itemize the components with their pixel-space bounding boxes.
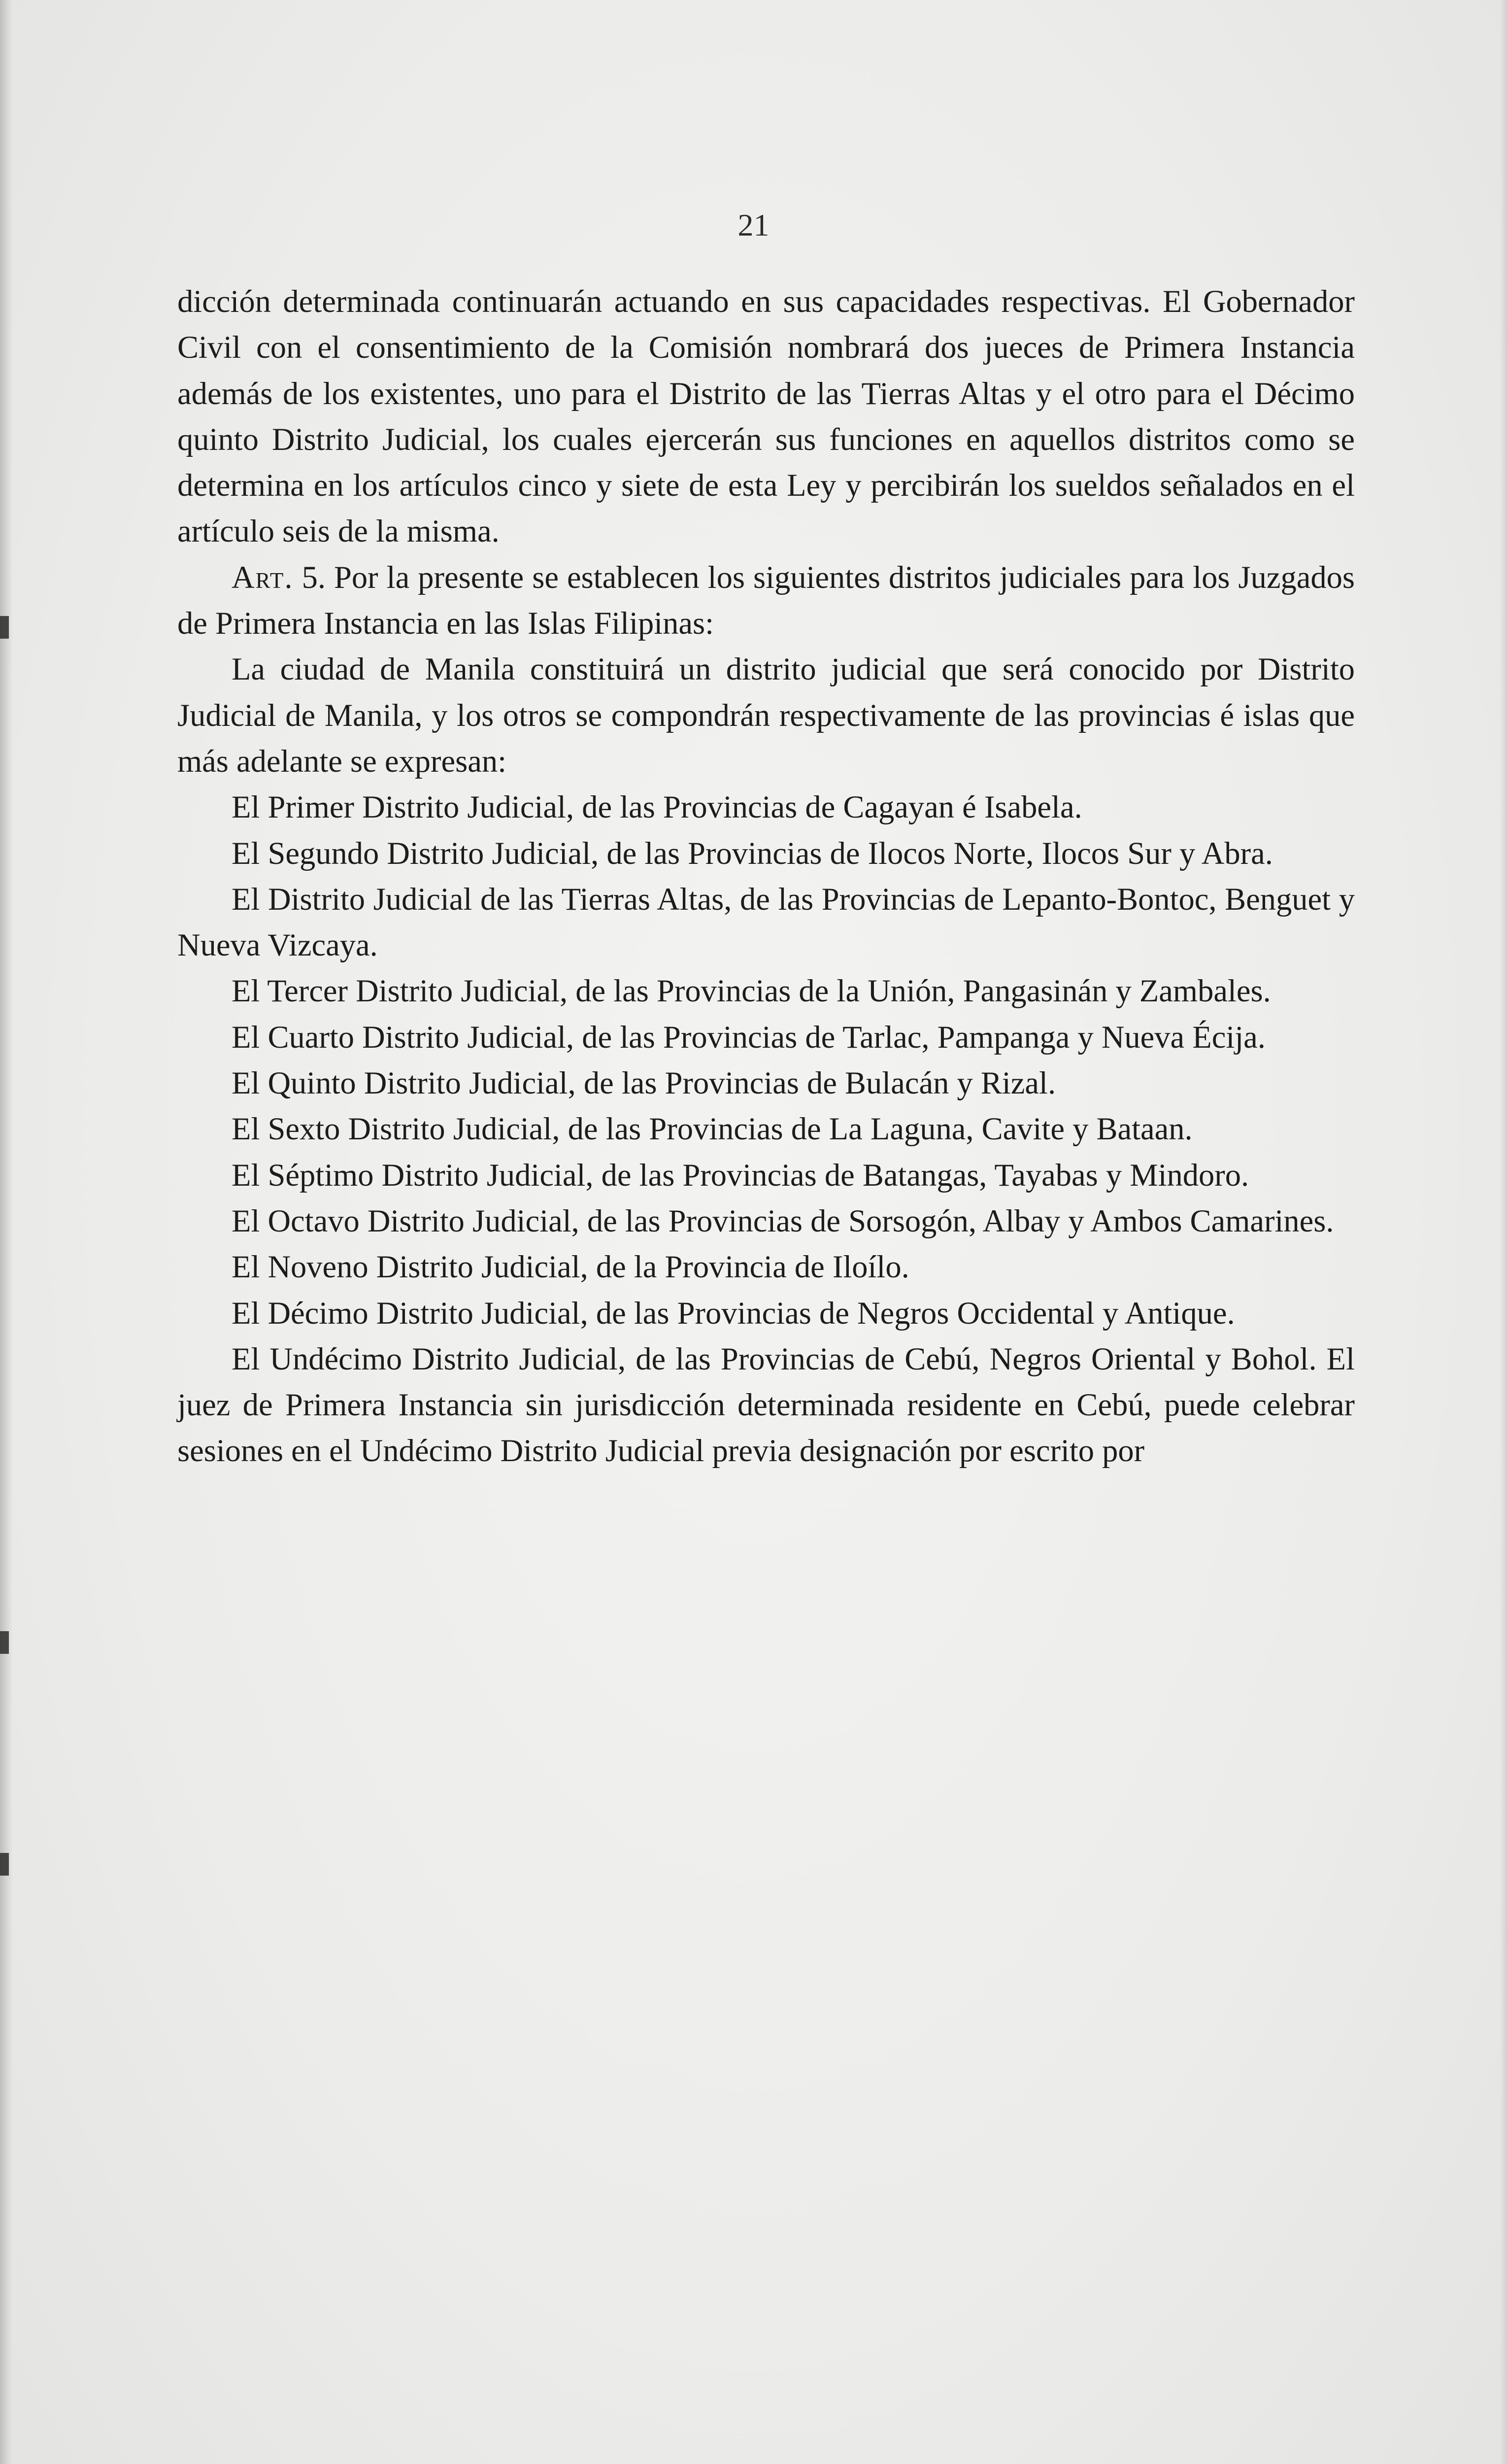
paragraph-article-5 [177,554,1355,647]
page-left-edge-shadow [0,0,13,2464]
scan-margin-mark [0,616,9,639]
paragraph-continuation: dicción determinada continuarán actuando en sus capacidades respectivas. El Gobernador Civil con el consentimiento de la Comisión nombrará dos jueces de Primera Instancia además de los existentes, uno para el Distrito de las Tierras Altas y el otro para el Décimo quinto Distrito Judicial, los cuales ejercerán sus funciones en aquellos distritos como se determina en los artículos cinco y siete de esta Ley y percibirán los sueldos señalados en el artículo seis de la misma. [177,284,1355,549]
paragraph-district-1: El Primer Distrito Judicial, de las Provincias de Cagayan é Isabela. [232,789,1082,825]
paragraph-district-5: El Quinto Distrito Judicial, de las Provincias de Bulacán y Rizal. [232,1065,1056,1101]
page-right-edge-shadow [1500,0,1507,2464]
paragraph-district-7: El Séptimo Distrito Judicial, de las Provincias de Batangas, Tayabas y Mindoro. [232,1157,1249,1193]
paragraph-district-9: El Noveno Distrito Judicial, de la Provincia de Iloílo. [232,1249,909,1285]
paragraph-district-4: El Cuarto Distrito Judicial, de las Provincias de Tarlac, Pampanga y Nueva Écija. [232,1019,1266,1055]
scan-margin-mark [0,1853,9,1876]
article-label: Art. [232,559,294,595]
page-number: 21 [737,207,770,242]
paragraph-manila: La ciudad de Manila constituirá un distrito judicial que será conocido por Distrito Judicial de Manila, y los otros se compondrán respectivamente de las provincias é islas que más adelante se expresan: [177,651,1355,779]
paragraph-district-3: El Tercer Distrito Judicial, de las Provincias de la Unión, Pangasinán y Zambales. [232,973,1271,1009]
body-text [177,278,1355,1474]
paragraph-district-2: El Segundo Distrito Judicial, de las Provincias de Ilocos Norte, Ilocos Sur y Abra. [232,835,1273,871]
paragraph-district-highlands: El Distrito Judicial de las Tierras Altas, de las Provincias de Lepanto-Bontoc, Benguet y Nueva Vizcaya. [177,881,1355,963]
paragraph-district-8: El Octavo Distrito Judicial, de las Provincias de Sorsogón, Albay y Ambos Camarines. [232,1203,1334,1238]
scan-margin-mark [0,1631,9,1654]
paragraph-district-6: El Sexto Distrito Judicial, de las Provincias de La Laguna, Cavite y Bataan. [232,1111,1193,1147]
paragraph-district-11: El Undécimo Distrito Judicial, de las Provincias de Cebú, Negros Oriental y Bohol. El juez de Primera Instancia sin jurisdicción determinada residente en Cebú, puede celebrar sesiones en el Undécimo Distrito Judicial previa designación por escrito por [177,1341,1355,1469]
paragraph-district-10: El Décimo Distrito Judicial, de las Provincias de Negros Occidental y Antique. [232,1295,1235,1331]
article-text: 5. Por la presente se establecen los siguientes distritos judiciales para los Juzgados de Primera Instancia en las Islas Filipinas: [177,559,1355,641]
